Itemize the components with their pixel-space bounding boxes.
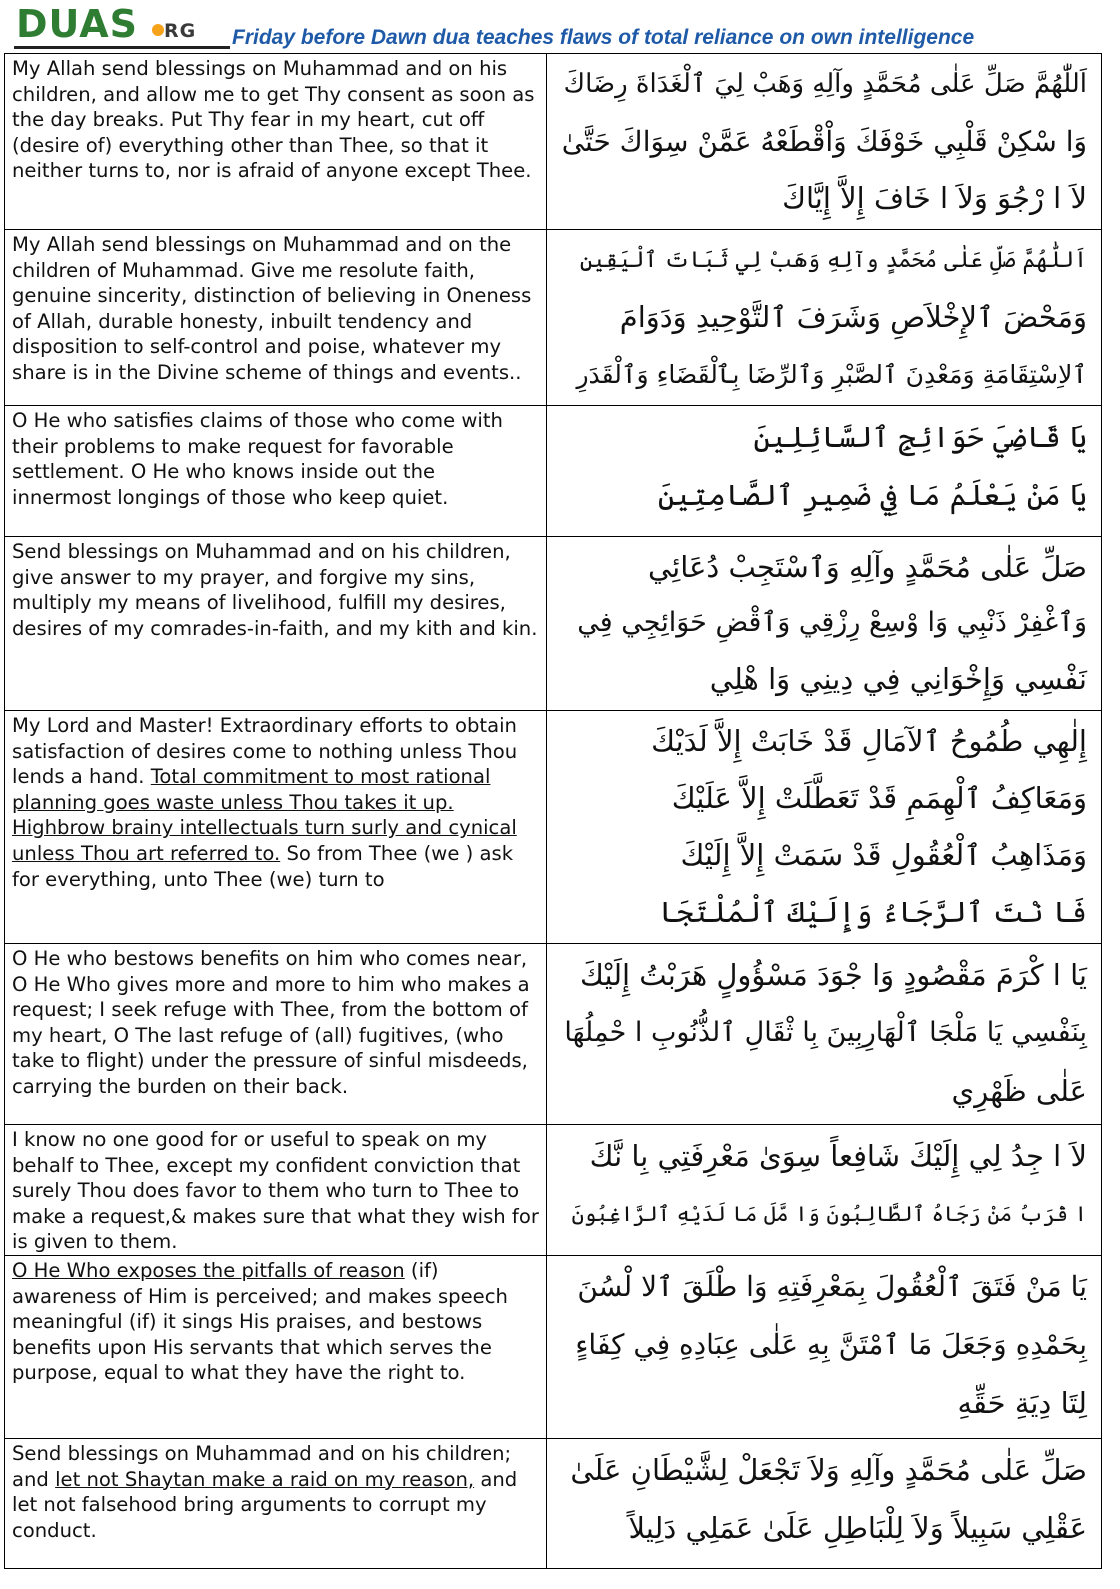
underlined-text: Total commitment to most rational planning goes waste unless Thou takes it up. (12, 765, 491, 814)
arabic-line: لاَ ا رْجُوَ وَلاَ ا خَافَ إِلاَّ إِيَّاكَ (782, 181, 1087, 215)
site-logo[interactable] (14, 4, 228, 44)
english-translation (5, 54, 547, 230)
underlined-text: let not Shaytan make a raid on my reason, (55, 1467, 475, 1491)
dua-row (5, 406, 1102, 537)
translation-text: I know no one good for or useful to speak on my behalf to Thee, except my confident conviction that surely Thou does favor to them who turn to Thee to make a request,& makes sure that what they wish for is given to them. (12, 1128, 539, 1254)
arabic-line: عَقْلِي سَبِيلاً وَلاَ لِلْبَاطِلِ عَلَىٰ عَمَلِي دَلِيلاً (628, 1510, 1087, 1545)
translation-text: Send blessings on Muhammad and on his children, give answer to my prayer, and forgive my sins, multiply my means of livelihood, fulfill my desires, desires of my comrades-in-faith, and my kith and kin. (12, 540, 538, 640)
arabic-text (547, 54, 1102, 230)
dua-row (5, 1125, 1102, 1256)
arabic-line: يَا مَنْ يَعْلَمُ مَا فِي ضَمِيرِ ٱلصَّامِتِينَ (657, 478, 1087, 512)
translation-text: So from Thee (we ) ask for everything, unto Thee (we) turn to (12, 841, 514, 891)
translation-text: (if) awareness of Him is perceived; and makes speech meaningful (if) it sings His praises, and bestows benefits upon His servants that which serves the purpose, equal to what they have the right to. (12, 1258, 508, 1385)
dua-row (5, 711, 1102, 944)
translation-text: My Allah send blessings on Muhammad and on the children of Muhammad. Give me resolute faith, genuine sincerity, distinction of believing in Oneness of Allah, durable honesty, inbuilt tendency and disposition to self-control and poise, whatever my share is in the Divine scheme of things and events.. (12, 233, 532, 384)
dua-row (5, 54, 1102, 230)
translation-text: O He who bestows benefits on him who comes near, O He Who gives more and more to him who makes a request; I seek refuge with Thee, from the bottom of my heart, O The last refuge of (all) fugitives, (who take to flight) under the pressure of sinful misdeeds, carrying the burden on their back. (12, 947, 530, 1098)
arabic-line: بِحَمْدِهِ وَجَعَلَ مَا ٱمْتَنَّ بِهِ عَلٰى عِبَادِهِ فِي كِفَاءٍ (575, 1327, 1087, 1361)
logo-suffix: RG (164, 20, 197, 42)
dua-row (5, 1255, 1102, 1438)
arabic-line: وَا سْكِنْ قَلْبِي خَوْفَكَ وَاْقْطَعْهُ عَمَّنْ سِوَاكَ حَتَّىٰ (561, 125, 1087, 158)
arabic-text (547, 537, 1102, 711)
arabic-line: صَلِّ عَلٰى مُحَمَّدٍ وآلِهِ وَلاَ تَجْعَلْ لِشَّيْطَانِ عَلَىٰ (570, 1452, 1087, 1487)
translation-text: Send blessings on Muhammad and on his children; and (12, 1441, 512, 1491)
arabic-text (547, 1125, 1102, 1256)
arabic-line: ٱلاِسْتِقَامَةِ وَمَعْدِنَ ٱلصَّبْرِ وَٱلرِّضَا بِٱلْقَضَاءِ وَٱلْقَدَرِ (576, 360, 1087, 389)
translation-text: and let not falsehood bring arguments to corrupt my conduct. (12, 1467, 518, 1542)
arabic-line: نَفْسِي وَإِخْوَانِي فِي دِينِي وَا هْلِي (709, 662, 1087, 696)
page-title: Friday before Dawn dua teaches flaws of total reliance on own intelligence (232, 26, 975, 49)
translation-text: O He who satisfies claims of those who come with their problems to make request for favorable settlement. O He who knows inside out the innermost longings of those who keep quiet. (12, 409, 503, 509)
logo-wordmark: DUAS (16, 2, 139, 46)
arabic-line: فَا نْتَ ٱلرَّجَاءُ وَإِلَيْكَ ٱلْمُلْتَجَا (659, 895, 1087, 929)
arabic-line: يَا ا كْرَمَ مَقْصُودٍ وَا جْوَدَ مَسْؤُولٍ هَرَبْتُ إِلَيْكَ (580, 958, 1087, 992)
arabic-text (547, 1438, 1102, 1568)
dua-row (5, 944, 1102, 1125)
arabic-line: اَللّٰهُمَّ صَلِّ عَلٰى مُحَمَّدٍ وآلِهِ وَهَبْ لِيَ ٱلْغَدَاةَ رِضَاكَ (563, 69, 1087, 99)
arabic-line: لِتَا دِيَةِ حَقِّهِ (957, 1385, 1087, 1420)
page-header (0, 0, 1120, 50)
english-translation (5, 537, 547, 711)
underlined-text: Highbrow brainy intellectuals turn surly and cynical unless Thou art referred to. (12, 816, 517, 865)
english-translation (5, 406, 547, 537)
arabic-line: إِلٰهِي طُمُوحُ ٱلآمَالِ قَدْ خَابَتْ إِلاَّ لَدَيْكَ (651, 724, 1087, 758)
underlined-text: O He Who exposes the pitfalls of reason (12, 1258, 405, 1282)
english-translation (5, 711, 547, 944)
dua-table (4, 53, 1102, 1569)
logo-underline (14, 46, 230, 49)
arabic-line: بِنَفْسِي يَا مَلْجَا ٱلْهَارِبِينَ بِا ثْقَالِ ٱلذُّنُوبِ ا حْمِلُهَا (564, 1017, 1087, 1048)
arabic-text (547, 230, 1102, 406)
english-translation (5, 1255, 547, 1438)
arabic-text (547, 1255, 1102, 1438)
arabic-line: صَلِّ عَلٰى مُحَمَّدٍ وآلِهِ وَٱسْتَجِبْ دُعَائِي (648, 550, 1087, 584)
arabic-line: وَمَذَاهِبُ ٱلْعُقُولِ قَدْ سَمَتْ إِلاَّ إِلَيْكَ (680, 838, 1087, 872)
dua-row (5, 230, 1102, 406)
arabic-line: لاَ ا جِدُ لِي إِلَيْكَ شَافِعاً سِوَىٰ مَعْرِفَتِي بِا نَّكَ (589, 1139, 1087, 1173)
english-translation (5, 1438, 547, 1568)
arabic-line: يَا مَنْ فَتَقَ ٱلْعُقُولَ بِمَعْرِفَتِهِ وَا طْلَقَ ٱلا لْسُنَ (577, 1269, 1087, 1303)
arabic-line: عَلٰى ظَهْرِي (951, 1074, 1087, 1108)
arabic-line: اَللّٰهُمَّ صَلِّ عَلٰى مُحَمَّدٍ وآلِهِ وَهَبْ لِي ثَبَاتَ ٱلْيَقِينِ (579, 248, 1087, 273)
english-translation (5, 944, 547, 1125)
dua-row (5, 1438, 1102, 1568)
arabic-text (547, 711, 1102, 944)
arabic-line: وَٱغْفِرْ ذَنْبِي وَا وْسِعْ رِزْقِي وَٱقْضِ حَوَائِجِي فِي (577, 607, 1087, 638)
arabic-line: وَمَحْضَ ٱلإِخْلاَصِ وَشَرَفَ ٱلتَّوْحِيدِ وَدَوَامَ (619, 300, 1087, 334)
arabic-line: يَا قَاضِيَ حَوَائِجِ ٱلسَّائِلِينَ (753, 420, 1087, 454)
logo-dot-icon (152, 24, 164, 36)
arabic-text (547, 944, 1102, 1125)
english-translation (5, 1125, 547, 1256)
arabic-line: وَمَعَاكِفُ ٱلْهِمَمِ قَدْ تَعَطَّلَتْ إِلاَّ عَلَيْكَ (671, 781, 1087, 815)
arabic-line: ا قْرَبُ مَنْ رَجَاهُ ٱلطَّالِبُونَ وَا مَّلَ مَا لَدَيْهِ ٱلرَّاغِبُونَ (571, 1202, 1087, 1226)
dua-row (5, 537, 1102, 711)
translation-text: My Lord and Master! Extraordinary efforts to obtain satisfaction of desires come to nothing unless Thou lends a hand. (12, 714, 518, 789)
english-translation (5, 230, 547, 406)
arabic-text (547, 406, 1102, 537)
translation-text: My Allah send blessings on Muhammad and on his children, and allow me to get Thy consent as soon as the day breaks. Put Thy fear in my heart, cut off (desire of) everything other than Thee, so that it neither turns to, nor is afraid of anyone except Thee. (12, 57, 535, 183)
